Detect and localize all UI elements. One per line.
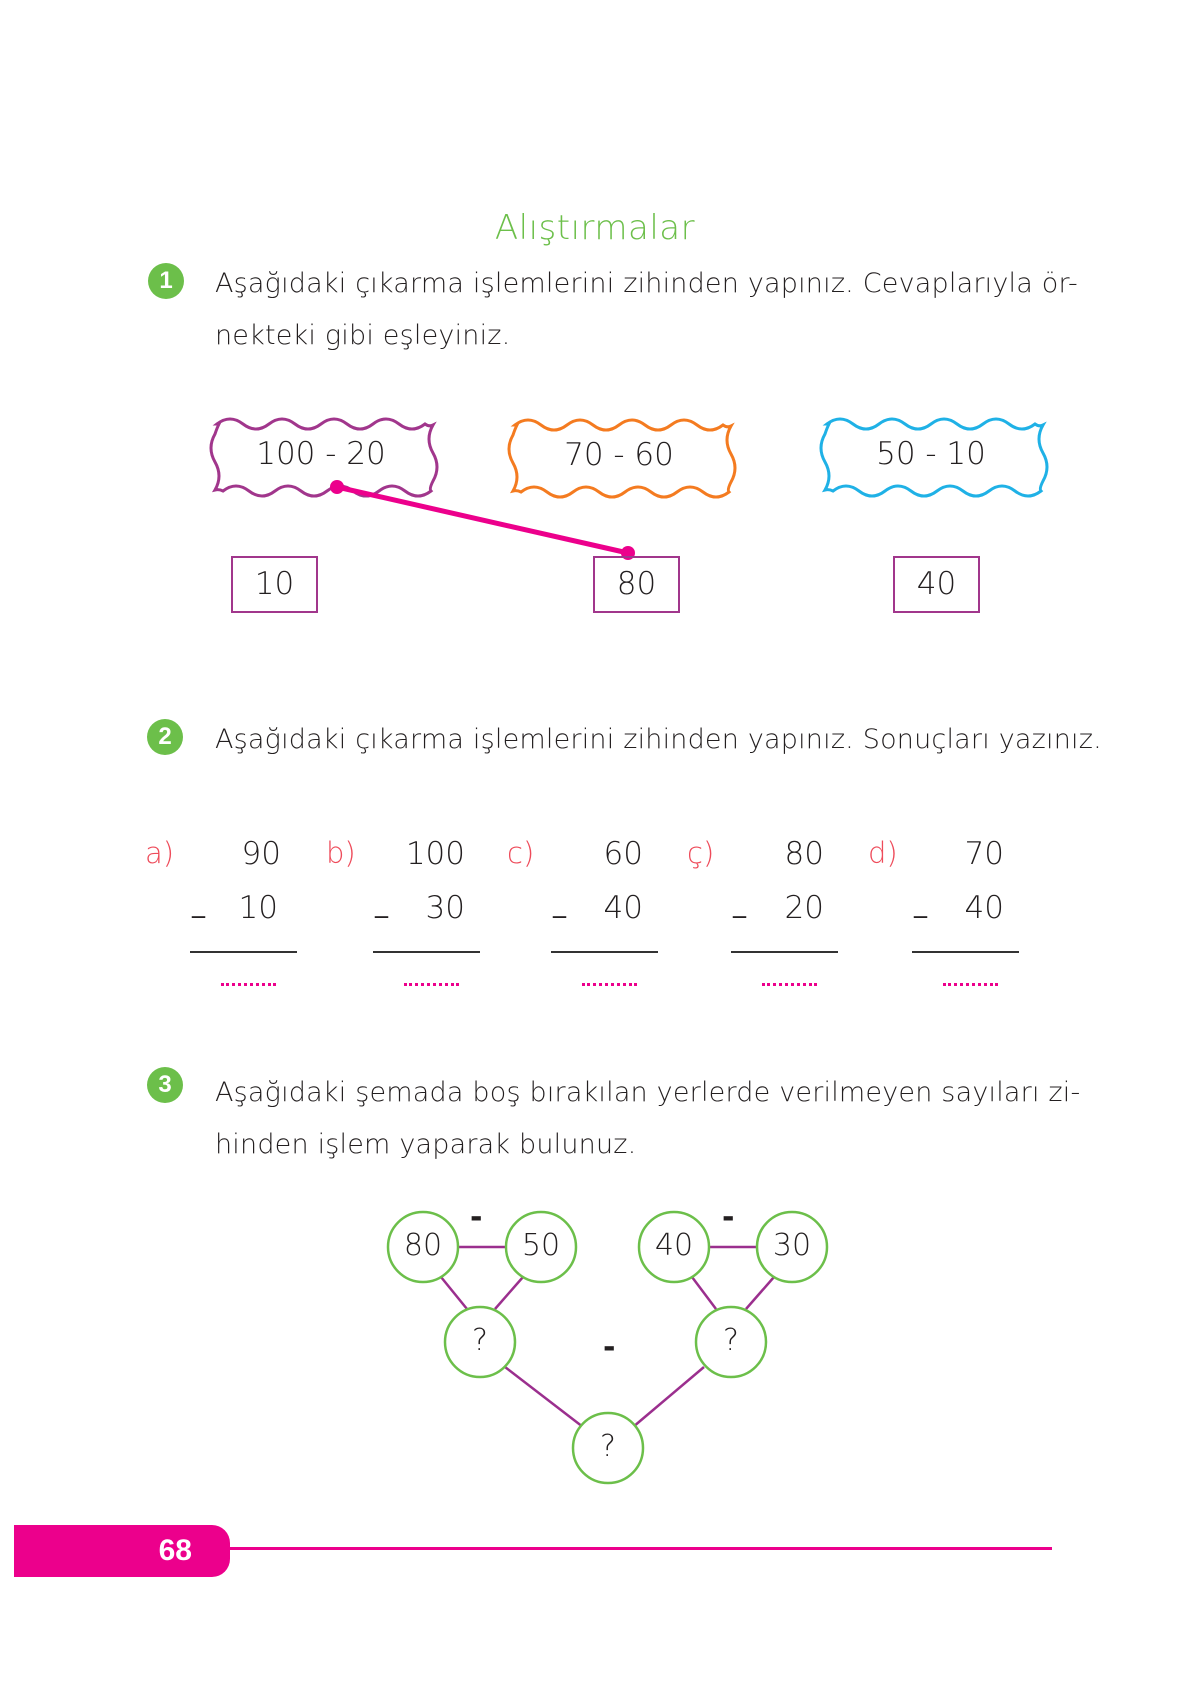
exercise-1-badge: 1 bbox=[148, 263, 184, 299]
diagram-value-80: 80 bbox=[403, 1228, 443, 1263]
problem-d-minus: _ bbox=[914, 889, 927, 919]
page-number-tab: 68 bbox=[14, 1525, 230, 1577]
problem-b-rule bbox=[373, 951, 480, 953]
diagram-operator-left: - bbox=[470, 1200, 483, 1235]
problem-d-answer-blank[interactable] bbox=[943, 980, 998, 986]
exercise-1-instruction-line1: Aşağıdaki çıkarma işlemlerini zihinden yapınız. Cevaplarıyla ör- bbox=[215, 268, 1078, 299]
problem-d-top: 70 bbox=[964, 836, 1004, 872]
problem-b-label: b) bbox=[326, 836, 356, 870]
problem-d-label: d) bbox=[868, 836, 898, 870]
problem-c-rule bbox=[551, 951, 658, 953]
problem-b-top: 100 bbox=[405, 836, 465, 872]
problem-c-cedilla-answer-blank[interactable] bbox=[762, 980, 817, 986]
expression-3[interactable]: 50 - 10 bbox=[876, 436, 986, 472]
problem-c-cedilla-bottom: 20 bbox=[784, 890, 824, 926]
exercise-3-instruction-line2: hinden işlem yaparak bulunuz. bbox=[215, 1129, 637, 1160]
problem-c-cedilla-label: ç) bbox=[687, 836, 715, 870]
expression-2[interactable]: 70 - 60 bbox=[564, 437, 674, 473]
answer-box-3[interactable]: 40 bbox=[893, 556, 980, 613]
match-line bbox=[337, 487, 628, 553]
diagram-operator-right: - bbox=[722, 1200, 735, 1235]
problem-c-cedilla-top: 80 bbox=[784, 836, 824, 872]
page-title: Alıştırmalar bbox=[494, 208, 696, 248]
diagram-value-50: 50 bbox=[521, 1228, 561, 1263]
diagram-value-40: 40 bbox=[654, 1228, 694, 1263]
footer-rule bbox=[230, 1547, 1052, 1550]
problem-c-minus: _ bbox=[553, 889, 566, 919]
diagram-operator-middle: - bbox=[603, 1330, 616, 1365]
diagram-unknown-bottom[interactable]: ? bbox=[600, 1429, 616, 1464]
problem-d-bottom: 40 bbox=[964, 890, 1004, 926]
problem-d-rule bbox=[912, 951, 1019, 953]
problem-a-minus: _ bbox=[192, 889, 205, 919]
problem-c-label: c) bbox=[507, 836, 535, 870]
problem-c-bottom: 40 bbox=[603, 890, 643, 926]
exercise-3-instruction-line1: Aşağıdaki şemada boş bırakılan yerlerde verilmeyen sayıları zi- bbox=[215, 1077, 1081, 1108]
problem-c-answer-blank[interactable] bbox=[582, 980, 637, 986]
diagram-value-30: 30 bbox=[772, 1228, 812, 1263]
diagram-unknown-middle-left[interactable]: ? bbox=[472, 1323, 488, 1358]
exercise-3-badge: 3 bbox=[147, 1067, 183, 1103]
problem-c-cedilla-rule bbox=[731, 951, 838, 953]
problem-a-rule bbox=[190, 951, 297, 953]
answer-box-1[interactable]: 10 bbox=[231, 556, 318, 613]
problem-a-top: 90 bbox=[241, 836, 281, 872]
expression-1[interactable]: 100 - 20 bbox=[256, 436, 386, 472]
exercise-2-instruction: Aşağıdaki çıkarma işlemlerini zihinden yapınız. Sonuçları yazınız. bbox=[215, 724, 1102, 755]
problem-c-cedilla-minus: _ bbox=[733, 889, 746, 919]
problem-b-bottom: 30 bbox=[425, 890, 465, 926]
problem-a-bottom: 10 bbox=[238, 890, 278, 926]
problem-b-answer-blank[interactable] bbox=[404, 980, 459, 986]
problem-c-top: 60 bbox=[603, 836, 643, 872]
answer-box-2[interactable]: 80 bbox=[593, 556, 680, 613]
problem-a-label: a) bbox=[145, 836, 175, 870]
exercise-2-badge: 2 bbox=[147, 719, 183, 755]
problem-a-answer-blank[interactable] bbox=[221, 980, 276, 986]
exercise-1-instruction-line2: nekteki gibi eşleyiniz. bbox=[215, 320, 511, 351]
diagram-unknown-middle-right[interactable]: ? bbox=[723, 1323, 739, 1358]
problem-b-minus: _ bbox=[375, 889, 388, 919]
